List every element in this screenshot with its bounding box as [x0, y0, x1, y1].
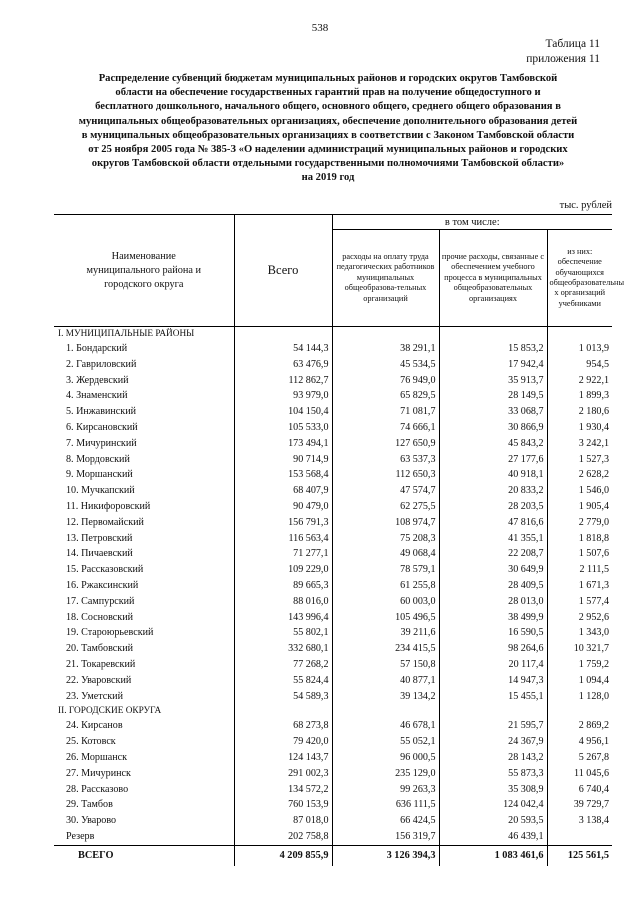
row-name: 18. Сосновский: [66, 611, 133, 623]
row-textbooks: [547, 829, 612, 845]
title-line: в муниципальных общеобразовательных организациях в соответствии с Законом Тамбовской области: [81, 129, 575, 141]
row-teacher-pay: 74 666,1: [332, 420, 439, 436]
row-total: 105 533,0: [234, 420, 332, 436]
row-other-expenses: 55 873,3: [439, 766, 547, 782]
row-other-expenses: 1 083 461,6: [439, 845, 547, 866]
row-other-expenses: 28 143,2: [439, 750, 547, 766]
row-name: 17. Сампурский: [66, 595, 135, 607]
header-teacher-pay: расходы на оплату труда педагогических работников муниципальных общеобразова-тельных организаций: [332, 230, 439, 327]
row-total: 332 680,1: [234, 641, 332, 657]
row-teacher-pay: 63 537,3: [332, 452, 439, 468]
row-name: 9. Моршанский: [66, 469, 133, 481]
row-teacher-pay: 96 000,5: [332, 750, 439, 766]
row-other-expenses: 22 208,7: [439, 546, 547, 562]
header-total: Всего: [234, 215, 332, 327]
row-textbooks: 1 930,4: [547, 420, 612, 436]
row-teacher-pay: 49 068,4: [332, 546, 439, 562]
title-line: на 2019 год: [301, 172, 355, 184]
row-name: 26. Моршанск: [66, 751, 127, 763]
row-textbooks: 125 561,5: [547, 845, 612, 866]
row-other-expenses: 38 499,9: [439, 610, 547, 626]
row-teacher-pay: 39 134,2: [332, 689, 439, 705]
row-other-expenses: 98 264,6: [439, 641, 547, 657]
table-row: [54, 546, 612, 562]
row-teacher-pay: 60 003,0: [332, 594, 439, 610]
row-other-expenses: 20 833,2: [439, 483, 547, 499]
row-name: 1. Бондарский: [66, 343, 128, 354]
table-row: [54, 829, 612, 845]
units-label: тыс. рублей: [559, 200, 612, 211]
row-total: 55 824,4: [234, 673, 332, 689]
row-other-expenses: 15 853,2: [439, 341, 547, 357]
row-textbooks: 954,5: [547, 357, 612, 373]
table-row: [54, 420, 612, 436]
row-textbooks: 1 818,8: [547, 531, 612, 547]
row-textbooks: 3 138,4: [547, 813, 612, 829]
row-total: 79 420,0: [234, 734, 332, 750]
row-textbooks: 2 111,5: [547, 562, 612, 578]
table-row: [54, 750, 612, 766]
section-label: II. ГОРОДСКИЕ ОКРУГА: [58, 706, 162, 717]
row-teacher-pay: 65 829,5: [332, 388, 439, 404]
row-textbooks: 2 779,0: [547, 515, 612, 531]
row-total: 291 002,3: [234, 766, 332, 782]
row-teacher-pay: 99 263,3: [332, 782, 439, 798]
row-teacher-pay: 78 579,1: [332, 562, 439, 578]
row-total: 68 407,9: [234, 483, 332, 499]
document-title: [58, 72, 598, 186]
subvention-table: [54, 214, 625, 866]
row-name: 5. Инжавинский: [66, 406, 136, 418]
row-other-expenses: 30 866,9: [439, 420, 547, 436]
row-textbooks: 39 729,7: [547, 797, 612, 813]
row-textbooks: 2 628,2: [547, 467, 612, 483]
row-teacher-pay: 105 496,5: [332, 610, 439, 626]
row-total: 77 268,2: [234, 657, 332, 673]
row-other-expenses: 41 355,1: [439, 531, 547, 547]
table-row: [54, 610, 612, 626]
row-textbooks: 1 094,4: [547, 673, 612, 689]
appendix-label: приложения 11: [526, 53, 600, 65]
row-total: 202 758,8: [234, 829, 332, 845]
row-other-expenses: 46 439,1: [439, 829, 547, 845]
row-textbooks: 1 577,4: [547, 594, 612, 610]
row-name: 30. Уварово: [66, 815, 117, 827]
title-line: бесплатного дошкольного, начального общего, основного общего, среднего общего образования в: [95, 101, 561, 113]
row-name: 28. Рассказово: [66, 783, 129, 795]
row-other-expenses: 20 593,5: [439, 813, 547, 829]
row-total: 55 802,1: [234, 625, 332, 641]
table-row: [54, 452, 612, 468]
table-row: [54, 845, 612, 866]
row-total: 124 143,7: [234, 750, 332, 766]
row-total: 90 479,0: [234, 499, 332, 515]
table-row: [54, 357, 612, 373]
row-total: 93 979,0: [234, 388, 332, 404]
row-name: 8. Мордовский: [66, 453, 130, 465]
row-name: 22. Уваровский: [66, 674, 132, 686]
row-other-expenses: 15 455,1: [439, 689, 547, 705]
row-total: 90 714,9: [234, 452, 332, 468]
table-row: [54, 499, 612, 515]
table-body: [54, 327, 612, 866]
row-name: 16. Ржаксинский: [66, 579, 139, 591]
table-row: [54, 625, 612, 641]
row-other-expenses: 17 942,4: [439, 357, 547, 373]
row-textbooks: 1 671,3: [547, 578, 612, 594]
row-teacher-pay: 40 877,1: [332, 673, 439, 689]
row-other-expenses: 35 913,7: [439, 373, 547, 389]
row-name: 3. Жердевский: [66, 374, 129, 386]
section-empty-cell: [234, 327, 332, 342]
row-teacher-pay: 57 150,8: [332, 657, 439, 673]
row-teacher-pay: 38 291,1: [332, 341, 439, 357]
row-name: 21. Токаревский: [66, 658, 136, 670]
table-label: Таблица 11: [545, 38, 600, 50]
title-line: округов Тамбовской области отдельными государственными полномочиями Тамбовской области»: [91, 158, 565, 170]
row-total: 89 665,3: [234, 578, 332, 594]
row-textbooks: 1 759,2: [547, 657, 612, 673]
table-row: [54, 594, 612, 610]
row-textbooks: 1 905,4: [547, 499, 612, 515]
row-other-expenses: 14 947,3: [439, 673, 547, 689]
table-row: [54, 483, 612, 499]
row-other-expenses: 28 409,5: [439, 578, 547, 594]
row-name: 10. Мучкапский: [66, 485, 135, 497]
section-empty-cell: [439, 327, 547, 342]
table-row: [54, 673, 612, 689]
row-name: 24. Кирсанов: [66, 720, 123, 732]
row-name: 11. Никифоровский: [66, 500, 151, 512]
row-other-expenses: 45 843,2: [439, 436, 547, 452]
row-total: 88 016,0: [234, 594, 332, 610]
row-textbooks: 3 242,1: [547, 436, 612, 452]
row-name: 12. Первомайский: [66, 516, 144, 528]
table-row: [54, 388, 612, 404]
row-other-expenses: 30 649,9: [439, 562, 547, 578]
row-other-expenses: 21 595,7: [439, 718, 547, 734]
row-textbooks: 1 546,0: [547, 483, 612, 499]
row-textbooks: 1 507,6: [547, 546, 612, 562]
row-total: 54 589,3: [234, 689, 332, 705]
row-total: 54 144,3: [234, 341, 332, 357]
row-textbooks: 2 922,1: [547, 373, 612, 389]
row-teacher-pay: 76 949,0: [332, 373, 439, 389]
row-other-expenses: 20 117,4: [439, 657, 547, 673]
section-empty-cell: [547, 327, 612, 342]
row-total: 173 494,1: [234, 436, 332, 452]
row-name: 20. Тамбовский: [66, 643, 133, 655]
row-other-expenses: 33 068,7: [439, 404, 547, 420]
header-other-expenses: прочие расходы, связанные с обеспечением учебного процесса в муниципальных общеобразовательных организациях: [439, 230, 547, 327]
row-teacher-pay: 234 415,5: [332, 641, 439, 657]
row-other-expenses: 16 590,5: [439, 625, 547, 641]
header-including: в том числе:: [332, 215, 612, 230]
table-row: [54, 436, 612, 452]
section-empty-cell: [234, 704, 332, 718]
row-other-expenses: 124 042,4: [439, 797, 547, 813]
title-line: от 25 ноября 2005 года № 385-З «О наделении администраций муниципальных районов и городских: [88, 144, 568, 156]
row-teacher-pay: 46 678,1: [332, 718, 439, 734]
header-name: [54, 215, 234, 327]
row-total: 153 568,4: [234, 467, 332, 483]
row-total: 4 209 855,9: [234, 845, 332, 866]
table-row: [54, 718, 612, 734]
table-row: [54, 531, 612, 547]
table-row: [54, 341, 612, 357]
table-row: [54, 797, 612, 813]
row-textbooks: 10 321,7: [547, 641, 612, 657]
row-textbooks: 2 180,6: [547, 404, 612, 420]
table-caption: [526, 37, 600, 67]
row-name: 25. Котовск: [66, 736, 116, 748]
header-name-text: Наименование муниципального района и городского округа: [86, 250, 202, 290]
row-textbooks: 5 267,8: [547, 750, 612, 766]
table-row: [54, 766, 612, 782]
row-teacher-pay: 39 211,6: [332, 625, 439, 641]
row-other-expenses: 24 367,9: [439, 734, 547, 750]
row-textbooks: 2 869,2: [547, 718, 612, 734]
row-total: 156 791,3: [234, 515, 332, 531]
table-row: [54, 813, 612, 829]
row-total: 112 862,7: [234, 373, 332, 389]
row-total: 134 572,2: [234, 782, 332, 798]
row-teacher-pay: 636 111,5: [332, 797, 439, 813]
header-textbooks: из них: обеспечение обучающихся общеобразовательны х организаций учебниками: [547, 230, 612, 327]
row-name: 7. Мичуринский: [66, 437, 137, 449]
row-name: 15. Рассказовский: [66, 564, 144, 576]
table-row: [54, 515, 612, 531]
section-empty-cell: [547, 704, 612, 718]
section-empty-cell: [439, 704, 547, 718]
row-total: 87 018,0: [234, 813, 332, 829]
row-total: 109 229,0: [234, 562, 332, 578]
row-textbooks: 6 740,4: [547, 782, 612, 798]
row-total: 63 476,9: [234, 357, 332, 373]
section-empty-cell: [332, 704, 439, 718]
row-textbooks: 2 952,6: [547, 610, 612, 626]
row-name: 2. Гавриловский: [66, 358, 137, 370]
row-teacher-pay: 235 129,0: [332, 766, 439, 782]
table-row: [54, 657, 612, 673]
row-teacher-pay: 71 081,7: [332, 404, 439, 420]
title-line: области на обеспечение государственных гарантий прав на получение общедоступного и: [115, 87, 541, 99]
row-total: 116 563,4: [234, 531, 332, 547]
row-teacher-pay: 112 650,3: [332, 467, 439, 483]
row-name: 4. Знаменский: [66, 390, 128, 402]
page-number: 538: [311, 22, 329, 34]
row-textbooks: 1 128,0: [547, 689, 612, 705]
table-row: [54, 467, 612, 483]
section-header: [54, 327, 612, 342]
row-teacher-pay: 66 424,5: [332, 813, 439, 829]
row-teacher-pay: 156 319,7: [332, 829, 439, 845]
row-name: Резерв: [66, 830, 95, 842]
row-teacher-pay: 108 974,7: [332, 515, 439, 531]
table-row: [54, 782, 612, 798]
row-name: 13. Петровский: [66, 532, 133, 544]
table-row: [54, 734, 612, 750]
row-teacher-pay: 45 534,5: [332, 357, 439, 373]
row-total: 760 153,9: [234, 797, 332, 813]
row-teacher-pay: 3 126 394,3: [332, 845, 439, 866]
row-name: 19. Староюрьевский: [66, 627, 154, 639]
row-name: 6. Кирсановский: [66, 421, 138, 433]
row-name: ВСЕГО: [54, 845, 234, 866]
row-textbooks: 1 013,9: [547, 341, 612, 357]
table-row: [54, 373, 612, 389]
table-row: [54, 641, 612, 657]
table-row: [54, 404, 612, 420]
table-row: [54, 689, 612, 705]
row-name: 27. Мичуринск: [66, 767, 131, 779]
row-total: 143 996,4: [234, 610, 332, 626]
row-teacher-pay: 55 052,1: [332, 734, 439, 750]
row-teacher-pay: 75 208,3: [332, 531, 439, 547]
row-teacher-pay: 61 255,8: [332, 578, 439, 594]
row-textbooks: 1 899,3: [547, 388, 612, 404]
row-total: 68 273,8: [234, 718, 332, 734]
row-teacher-pay: 47 574,7: [332, 483, 439, 499]
row-textbooks: 11 045,6: [547, 766, 612, 782]
row-name: 14. Пичаевский: [66, 548, 133, 560]
row-other-expenses: 40 918,1: [439, 467, 547, 483]
section-label: I. МУНИЦИПАЛЬНЫЕ РАЙОНЫ: [58, 329, 195, 339]
row-total: 104 150,4: [234, 404, 332, 420]
row-name: 29. Тамбов: [66, 799, 113, 811]
row-other-expenses: 35 308,9: [439, 782, 547, 798]
section-empty-cell: [332, 327, 439, 342]
row-textbooks: 1 527,3: [547, 452, 612, 468]
title-line: Распределение субвенций бюджетам муниципальных районов и городских округов Тамбовской: [98, 73, 558, 84]
row-teacher-pay: 62 275,5: [332, 499, 439, 515]
row-other-expenses: 28 203,5: [439, 499, 547, 515]
row-other-expenses: 28 013,0: [439, 594, 547, 610]
row-other-expenses: 27 177,6: [439, 452, 547, 468]
title-line: муниципальных общеобразовательных организациях, обеспечение дополнительного образования детей: [78, 115, 578, 127]
row-textbooks: 1 343,0: [547, 625, 612, 641]
table-row: [54, 578, 612, 594]
row-teacher-pay: 127 650,9: [332, 436, 439, 452]
table-row: [54, 562, 612, 578]
row-name: 23. Уметский: [66, 690, 123, 702]
row-other-expenses: 47 816,6: [439, 515, 547, 531]
row-textbooks: 4 956,1: [547, 734, 612, 750]
row-total: 71 277,1: [234, 546, 332, 562]
row-other-expenses: 28 149,5: [439, 388, 547, 404]
section-header: [54, 704, 612, 718]
